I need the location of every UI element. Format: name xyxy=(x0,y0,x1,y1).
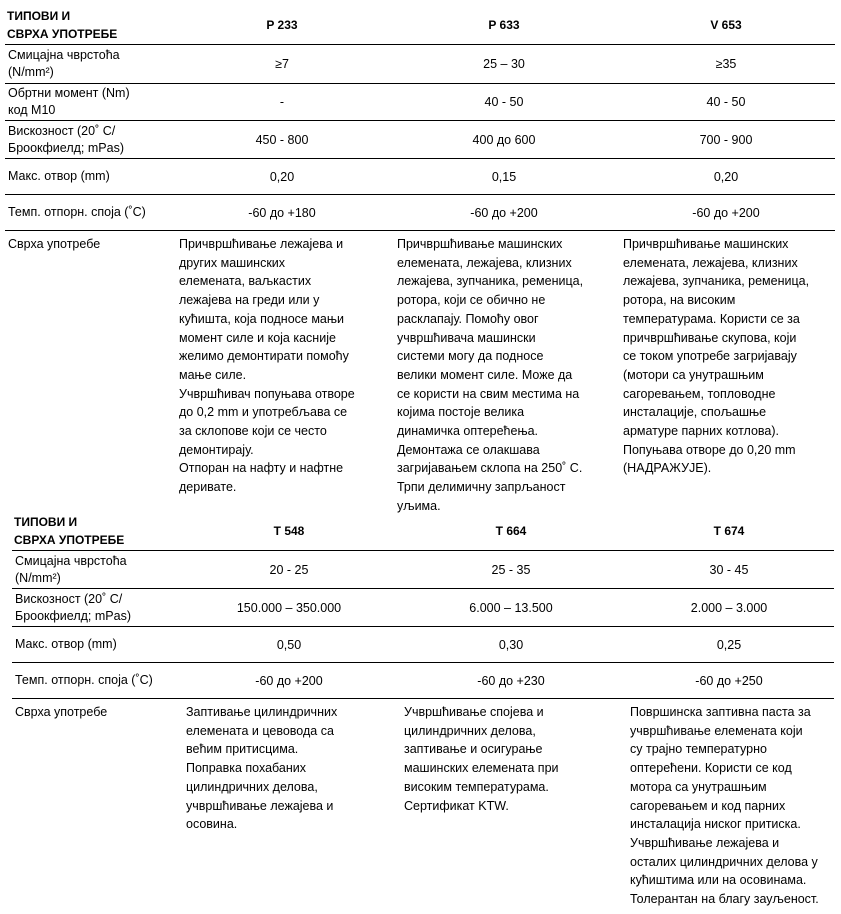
table-row xyxy=(5,45,835,84)
purpose-line: машинских елемената при xyxy=(404,761,559,776)
purpose-line: лежајева на греди или у xyxy=(179,293,320,308)
cell-value: -60 до +200 xyxy=(617,195,835,231)
row-label: Макс. отвор (mm) xyxy=(5,159,173,195)
cell-value: -60 до +180 xyxy=(173,195,391,231)
purpose-line: деривате. xyxy=(179,480,237,495)
purpose-line: цилиндричних делова, xyxy=(186,779,318,794)
cell-value: 20 - 25 xyxy=(180,551,398,589)
purpose-line: системи могу да подносе xyxy=(397,349,544,364)
cell-value: ≥35 xyxy=(617,45,835,84)
purpose-text-p633 xyxy=(391,231,617,516)
purpose-line: кућишта, која подносе мањи xyxy=(179,311,345,326)
header-label: ТИПОВИ И СВРХА УПОТРЕБЕ xyxy=(7,9,118,41)
row-label: Темп. отпорн. споја (˚C) xyxy=(5,195,173,231)
purpose-label: Сврха употребе xyxy=(5,231,173,516)
purpose-line: осталих цилиндричних делова у xyxy=(630,854,818,869)
purpose-line: момент силе и која касније xyxy=(179,330,336,345)
purpose-line: елемената, лежајева, клизних xyxy=(623,255,798,270)
cell-value: -60 до +230 xyxy=(398,663,624,699)
cell-value: -60 до +200 xyxy=(180,663,398,699)
cell-value: 700 - 900 xyxy=(617,121,835,159)
purpose-line: елемената, лежајева, клизних xyxy=(397,255,572,270)
table-row xyxy=(5,195,835,231)
row-label: Смицајна чврстоћа (N/mm²) xyxy=(5,45,173,84)
purpose-line: Толерантан на благу зауљеност. xyxy=(630,892,819,907)
product-table-2 xyxy=(12,512,834,909)
purpose-line: загријавањем склопа на 250˚ C. xyxy=(397,461,583,476)
purpose-line: цилиндричних делова, xyxy=(404,723,536,738)
purpose-line: заптивање и осигурање xyxy=(404,742,543,757)
purpose-line: се током употребе загријавају xyxy=(623,349,797,364)
purpose-line: Заптивање цилиндричних xyxy=(186,705,338,719)
purpose-line: Отпоран на нафту и нафтне xyxy=(179,461,344,476)
purpose-line: лежајева, зупчаника, ременица, xyxy=(397,274,584,289)
purpose-line: Причвршћивање машинских xyxy=(623,237,789,251)
purpose-text-t674 xyxy=(624,699,834,909)
purpose-line: за склопове који се често xyxy=(179,424,327,439)
purpose-line: Причвршћивање машинских xyxy=(397,237,563,251)
purpose-line: Учвршћивање лежајева и xyxy=(630,835,780,850)
purpose-line: демонтирају. xyxy=(179,442,254,457)
header-col-t548: T 548 xyxy=(273,524,305,538)
purpose-line: динамичка оптерећења. xyxy=(397,424,539,439)
header-col-p633: P 633 xyxy=(488,18,520,32)
purpose-line: мање силе. xyxy=(179,367,247,382)
purpose-line: велики момент силе. Може да xyxy=(397,367,573,382)
header-col-t674: T 674 xyxy=(713,524,745,538)
purpose-line: арматуре парних котлова). xyxy=(623,424,780,439)
purpose-line: сагоревањем и код парних xyxy=(630,798,786,813)
purpose-line: расклапају. Помоћу овог xyxy=(397,311,539,326)
purpose-line: температурама. Користи се за xyxy=(623,311,800,326)
cell-value: 2.000 – 3.000 xyxy=(624,589,834,627)
cell-value: 40 - 50 xyxy=(391,84,617,121)
purpose-line: Попуњава отворе до 0,20 mm xyxy=(623,442,796,457)
cell-value: 450 - 800 xyxy=(173,121,391,159)
cell-value: 0,20 xyxy=(173,159,391,195)
purpose-line: учвршћивача машински xyxy=(397,330,536,345)
purpose-text-p233 xyxy=(173,231,391,516)
cell-value: 0,20 xyxy=(617,159,835,195)
purpose-line: се користи на свим местима на xyxy=(397,386,580,401)
purpose-line: желимо демонтирати помоћу xyxy=(179,349,349,364)
row-label: Вискозност (20˚ C/ Броокфиелд; mPas) xyxy=(5,121,173,159)
table-row xyxy=(12,589,834,627)
purpose-line: Површинска заптивна паста за xyxy=(630,705,811,719)
header-col-v653: V 653 xyxy=(710,18,742,32)
table-row xyxy=(12,627,834,663)
purpose-line: већим притисцима. xyxy=(186,742,299,757)
purpose-line: су трајно температурно xyxy=(630,742,767,757)
cell-value: 30 - 45 xyxy=(624,551,834,589)
cell-value: 0,50 xyxy=(180,627,398,663)
purpose-line: до 0,2 mm и употребљава се xyxy=(179,405,348,420)
cell-value: 0,15 xyxy=(391,159,617,195)
table-header-row xyxy=(12,512,834,551)
purpose-line: Причвршћивање лежајева и xyxy=(179,237,344,251)
purpose-line: других машинских xyxy=(179,255,286,270)
purpose-line: учвршћивање елемената који xyxy=(630,723,803,738)
purpose-line: елемената и цевовода са xyxy=(186,723,334,738)
purpose-line: високим температурама. xyxy=(404,779,549,794)
cell-value: 0,30 xyxy=(398,627,624,663)
purpose-line: Поправка похабаних xyxy=(186,761,307,776)
table-row xyxy=(5,121,835,159)
table-row xyxy=(12,663,834,699)
purpose-line: Учвршћивање спојева и xyxy=(404,705,544,719)
cell-value: ≥7 xyxy=(173,45,391,84)
purpose-line: ротора, на високим xyxy=(623,293,736,308)
purpose-line: (НАДРАЖУЈЕ). xyxy=(623,461,712,476)
header-label: ТИПОВИ И СВРХА УПОТРЕБЕ xyxy=(14,515,125,547)
purpose-line: инсталација ниског притиска. xyxy=(630,817,801,832)
row-label: Вискозност (20˚ C/ Броокфиелд; mPas) xyxy=(12,589,180,627)
purpose-line: елемената, ваљкастих xyxy=(179,274,312,289)
purpose-line: оптерећени. Користи се код xyxy=(630,761,792,776)
cell-value: 25 – 30 xyxy=(391,45,617,84)
row-label: Смицајна чврстоћа (N/mm²) xyxy=(12,551,180,589)
purpose-row xyxy=(12,699,834,909)
row-label: Обртни момент (Nm) код M10 xyxy=(5,84,173,121)
purpose-line: Сертификат KTW. xyxy=(404,798,509,813)
cell-value: 6.000 – 13.500 xyxy=(398,589,624,627)
header-col-p233: P 233 xyxy=(266,18,298,32)
cell-value: 40 - 50 xyxy=(617,84,835,121)
cell-value: -60 до +250 xyxy=(624,663,834,699)
cell-value: -60 до +200 xyxy=(391,195,617,231)
row-label: Темп. отпорн. споја (˚C) xyxy=(12,663,180,699)
cell-value: 25 - 35 xyxy=(398,551,624,589)
purpose-line: ротора, који се обично не xyxy=(397,293,546,308)
purpose-line: осовина. xyxy=(186,817,238,832)
row-label: Макс. отвор (mm) xyxy=(12,627,180,663)
purpose-line: Трпи делимичну запрљаност xyxy=(397,480,566,495)
cell-value: 150.000 – 350.000 xyxy=(180,589,398,627)
purpose-line: инсталације, спољашње xyxy=(623,405,767,420)
cell-value: 0,25 xyxy=(624,627,834,663)
purpose-line: Демонтажа се олакшава xyxy=(397,442,540,457)
table-row xyxy=(5,84,835,121)
table-header-row xyxy=(5,6,835,45)
cell-value: - xyxy=(173,84,391,121)
header-col-t664: T 664 xyxy=(495,524,527,538)
purpose-text-v653 xyxy=(617,231,835,516)
table-row xyxy=(12,551,834,589)
purpose-line: сагоревањем, топловодне xyxy=(623,386,776,401)
cell-value: 400 до 600 xyxy=(391,121,617,159)
purpose-line: уљима. xyxy=(397,498,441,513)
purpose-text-t664 xyxy=(398,699,624,909)
purpose-line: причвршћивање скупова, који xyxy=(623,330,797,345)
purpose-line: мотора са унутрашњим xyxy=(630,779,767,794)
purpose-text-t548 xyxy=(180,699,398,909)
purpose-line: Учвршћивач попуњава отворе xyxy=(179,386,355,401)
purpose-row xyxy=(5,231,835,516)
product-table-1 xyxy=(5,6,835,516)
purpose-line: учвршћивање лежајева и xyxy=(186,798,334,813)
purpose-line: којима постоје велика xyxy=(397,405,525,420)
purpose-line: (мотори са унутрашњим xyxy=(623,367,764,382)
purpose-label: Сврха употребе xyxy=(12,699,180,909)
table-row xyxy=(5,159,835,195)
purpose-line: лежајева, зупчаника, ременица, xyxy=(623,274,810,289)
purpose-line: кућиштима или на осовинама. xyxy=(630,873,807,888)
